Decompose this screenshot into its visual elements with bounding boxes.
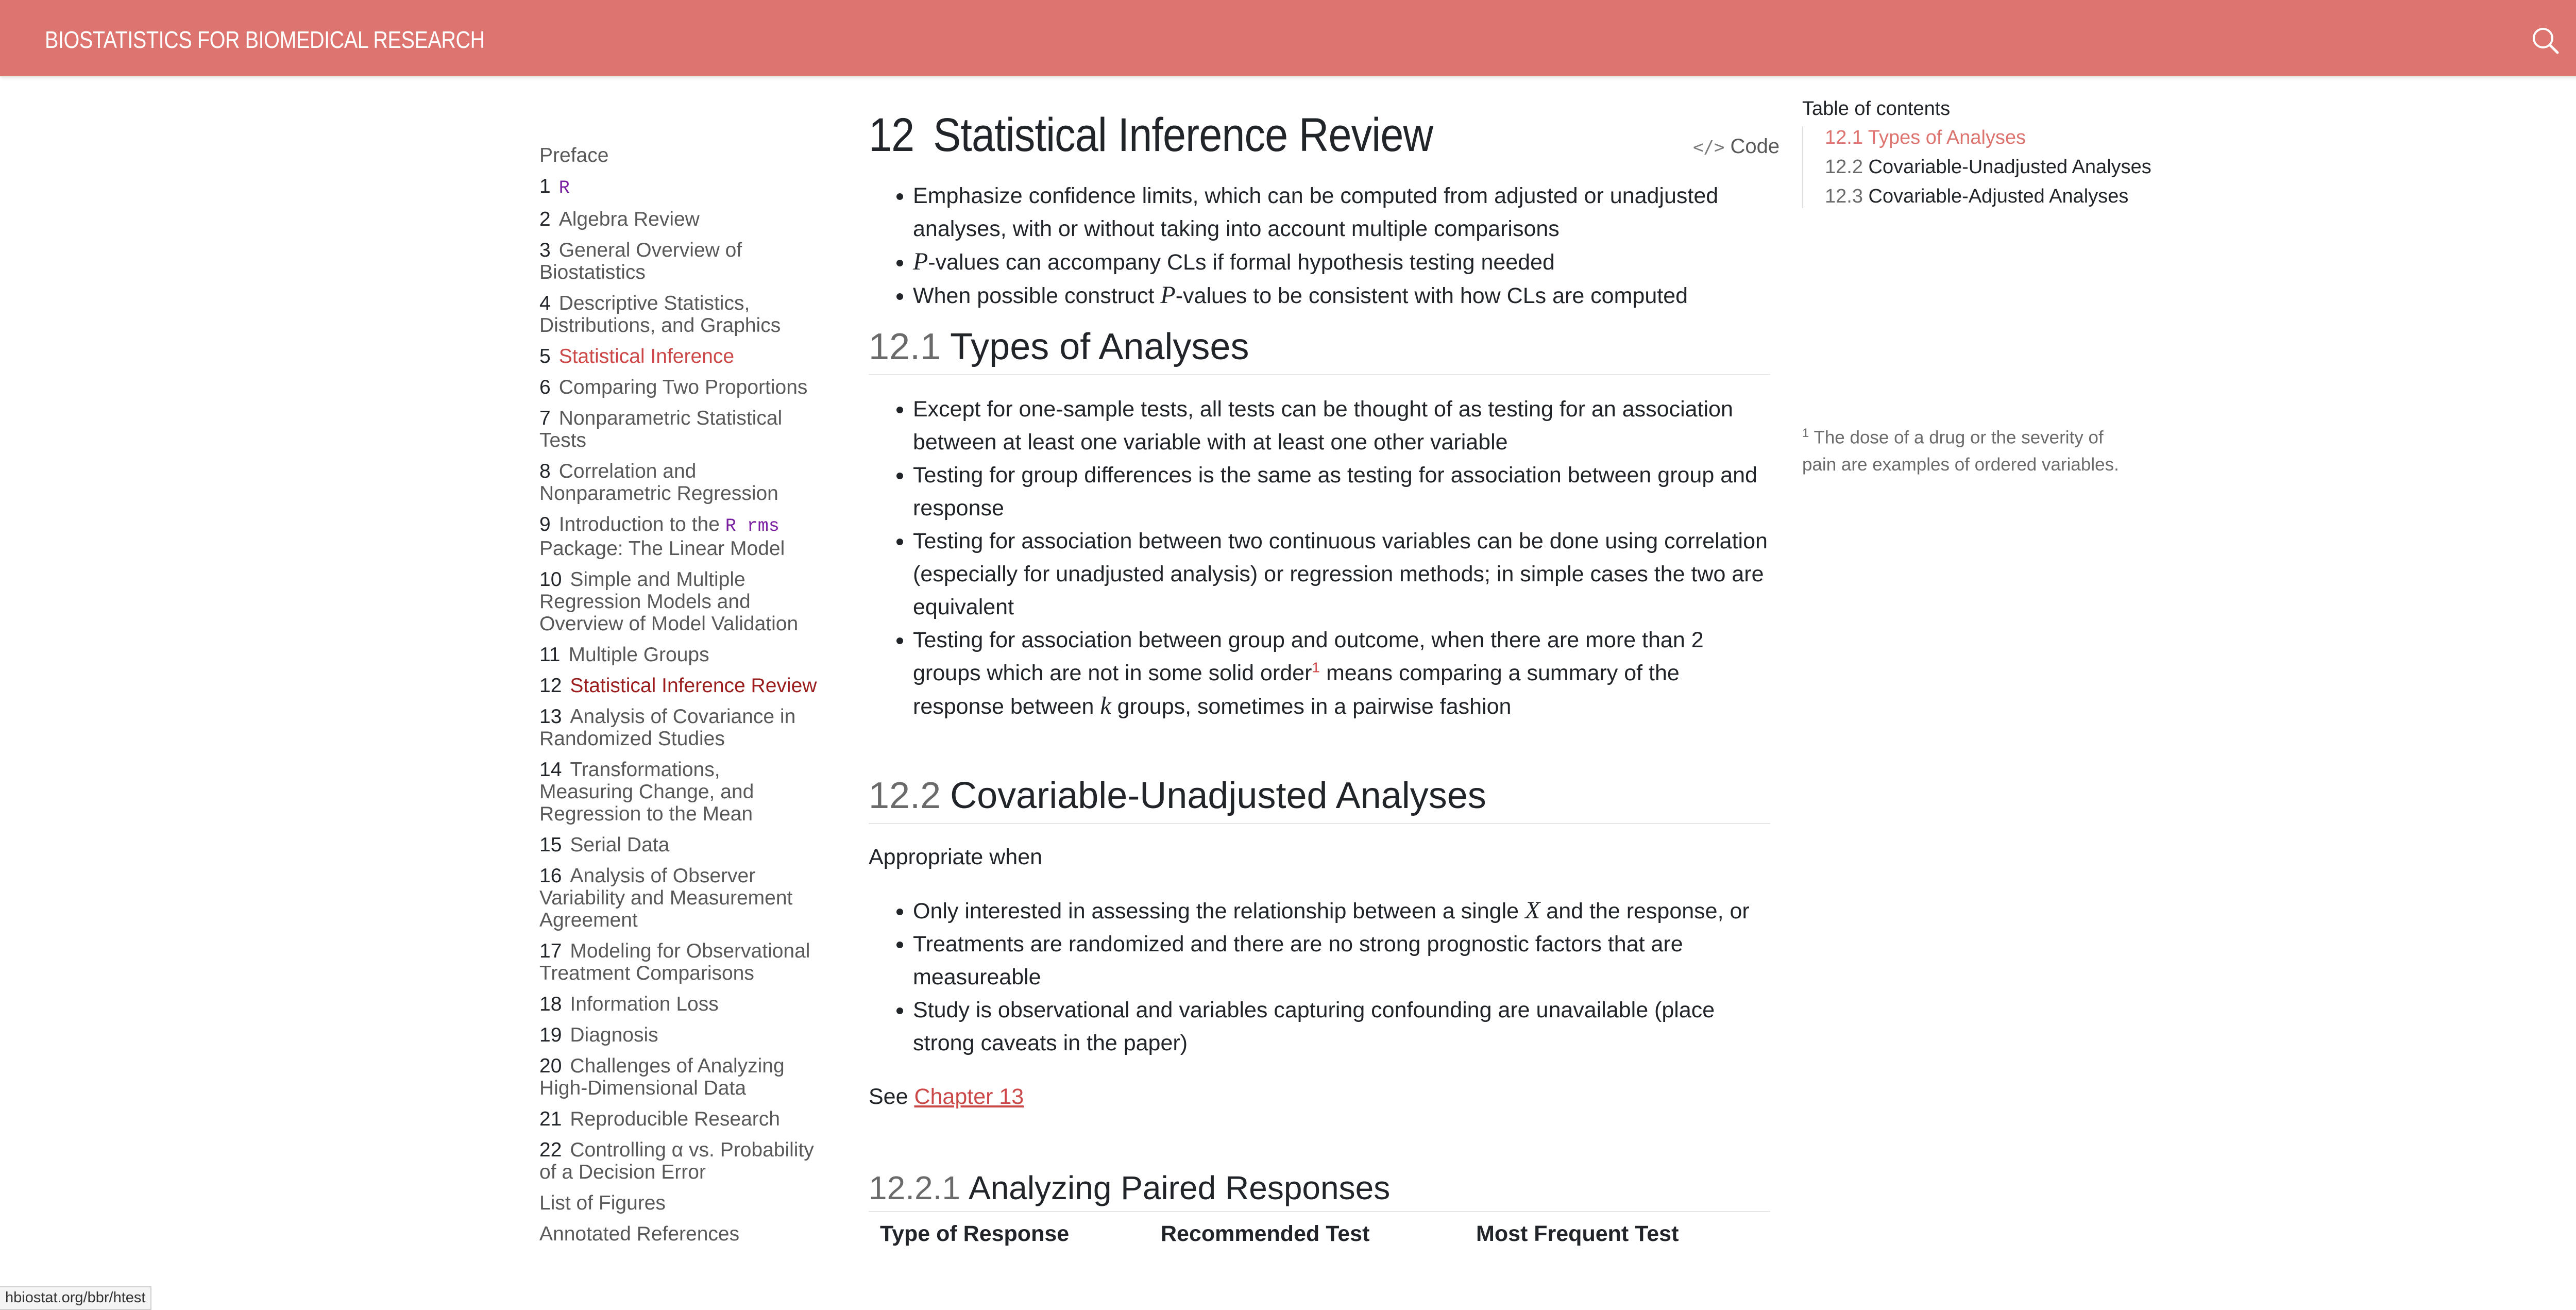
sidebar-item-list-of-figures[interactable]: List of Figures xyxy=(539,1192,666,1214)
search-icon[interactable] xyxy=(2530,25,2561,56)
sidebar-item-information-loss[interactable]: 18 Information Loss xyxy=(539,993,719,1015)
list-item: • Testing for group differences is the same as testing for association between group and response xyxy=(913,459,1770,525)
page-title: 12 Statistical Inference Review xyxy=(869,109,1433,161)
list-item: • Emphasize confidence limits, which can be computed from adjusted or unadjusted analyses, with or without taking into account multiple comparisons xyxy=(913,179,1770,245)
table-header-cell: Recommended Test xyxy=(1161,1221,1370,1246)
code-toggle-button[interactable]: </> Code xyxy=(1693,135,1780,158)
toc-item-covariable-unadjusted[interactable]: 12.2 Covariable-Unadjusted Analyses xyxy=(1825,156,2151,178)
sidebar-item-diagnosis[interactable]: 19 Diagnosis xyxy=(539,1024,658,1046)
covariable-unadjusted-bullets xyxy=(869,894,1770,1060)
table-header-cell: Type of Response xyxy=(880,1221,1070,1246)
main-content xyxy=(869,108,1780,1247)
sidebar-item-preface[interactable]: Preface xyxy=(539,144,609,166)
sidebar-item-statistical-inference[interactable]: 5 Statistical Inference xyxy=(539,345,735,367)
toc-list xyxy=(1802,126,2173,208)
sidebar-item-ancova[interactable]: 13 Analysis of Covariance in Randomized Studies xyxy=(539,706,796,750)
table-header-row xyxy=(869,1221,1770,1247)
sidebar-item-rms-intro[interactable]: 9 Introduction to the R rms Package: The Linear Model xyxy=(539,513,785,560)
list-item: • Testing for association between two continuous variables can be done using correlation (especially for unadjusted analysis) or regression methods; in simple cases the two are equivalent xyxy=(913,525,1770,624)
sidebar-item-general-overview[interactable]: 3 General Overview of Biostatistics xyxy=(539,239,742,283)
sidebar-item-multiple-groups[interactable]: 11 Multiple Groups xyxy=(539,644,709,666)
toc-item-types-of-analyses[interactable]: 12.1 Types of Analyses xyxy=(1825,127,2026,148)
sidebar-item-transformations[interactable]: 14 Transformations, Measuring Change, and Regression to the Mean xyxy=(539,759,754,825)
table-header-cell: Most Frequent Test xyxy=(1476,1221,1679,1246)
margin-footnote: $^1$ The dose of a drug or the severity of pain are examples of ordered variables. xyxy=(1802,426,2119,475)
toc-item-covariable-adjusted[interactable]: 12.3 Covariable-Adjusted Analyses xyxy=(1825,186,2129,207)
section-heading-covariable-unadjusted: 12.2 Covariable-Unadjusted Analyses xyxy=(869,775,1770,824)
list-item: • P-values can accompany CLs if formal hypothesis testing needed xyxy=(913,245,1770,279)
chapter-13-link[interactable]: Chapter 13 xyxy=(914,1084,1024,1109)
list-item: • Treatments are randomized and there are no strong prognostic factors that are measureable xyxy=(913,928,1770,994)
list-item: • When possible construct P-values to be consistent with how CLs are computed xyxy=(913,279,1770,312)
list-item: • Testing for association between group and outcome, when there are more than 2 groups which are not in some solid order$^1$ means comparing a summary of the response between k groups, sometimes in a pairwise fashion xyxy=(913,624,1770,723)
sidebar-item-observer-variability[interactable]: 16 Analysis of Observer Variability and Measurement Agreement xyxy=(539,865,793,931)
sidebar-item-serial-data[interactable]: 15 Serial Data xyxy=(539,834,670,856)
paragraph: See Chapter 13 xyxy=(869,1084,1024,1109)
sidebar-item-controlling-alpha[interactable]: 22 Controlling α vs. Probability of a Decision Error xyxy=(539,1139,814,1183)
sidebar-item-high-dimensional[interactable]: 20 Challenges of Analyzing High-Dimensional Data xyxy=(539,1055,785,1099)
sidebar-item-algebra-review[interactable]: 2 Algebra Review xyxy=(539,208,700,230)
sidebar-item-statistical-inference-review[interactable]: 12 Statistical Inference Review xyxy=(539,675,817,697)
footnote-ref[interactable]: 1 xyxy=(1312,659,1320,676)
toc-title: Table of contents xyxy=(1802,98,1951,120)
sidebar-item-correlation[interactable]: 8 Correlation and Nonparametric Regression xyxy=(539,460,778,505)
table-of-contents xyxy=(1802,98,2173,214)
intro-bullets xyxy=(869,179,1770,312)
section-heading-types-of-analyses: 12.1 Types of Analyses xyxy=(869,326,1770,375)
sidebar-item-r[interactable]: 1 R xyxy=(539,175,570,198)
sidebar-item-annotated-references[interactable]: Annotated References xyxy=(539,1223,740,1245)
list-item: • Except for one-sample tests, all tests can be thought of as testing for an association between at least one variable with at least one other variable xyxy=(913,393,1770,459)
site-title[interactable]: BIOSTATISTICS FOR BIOMEDICAL RESEARCH xyxy=(45,26,485,53)
list-item: • Study is observational and variables capturing confounding are unavailable (place strong caveats in the paper) xyxy=(913,994,1770,1060)
sidebar-item-comparing-two-proportions[interactable]: 6 Comparing Two Proportions xyxy=(539,376,808,398)
sidebar-nav xyxy=(539,144,818,1254)
status-bar-url: hbiostat.org/bbr/htest xyxy=(0,1286,151,1310)
sidebar-item-nonparametric-tests[interactable]: 7 Nonparametric Statistical Tests xyxy=(539,407,783,451)
types-of-analyses-bullets xyxy=(869,393,1770,723)
sidebar-item-observational-treatment[interactable]: 17 Modeling for Observational Treatment Comparisons xyxy=(539,940,810,984)
subsection-heading-paired-responses: 12.2.1 Analyzing Paired Responses xyxy=(869,1169,1770,1212)
sidebar-item-descriptive-statistics[interactable]: 4 Descriptive Statistics, Distributions, and Graphics xyxy=(539,292,781,337)
code-icon: </> xyxy=(1693,137,1725,158)
top-navbar xyxy=(0,0,2576,76)
sidebar-item-regression-models[interactable]: 10 Simple and Multiple Regression Models and Overview of Model Validation xyxy=(539,568,799,635)
sidebar-item-reproducible-research[interactable]: 21 Reproducible Research xyxy=(539,1108,780,1130)
list-item: • Only interested in assessing the relationship between a single X and the response, or xyxy=(913,894,1770,928)
paragraph: Appropriate when xyxy=(869,845,1043,869)
